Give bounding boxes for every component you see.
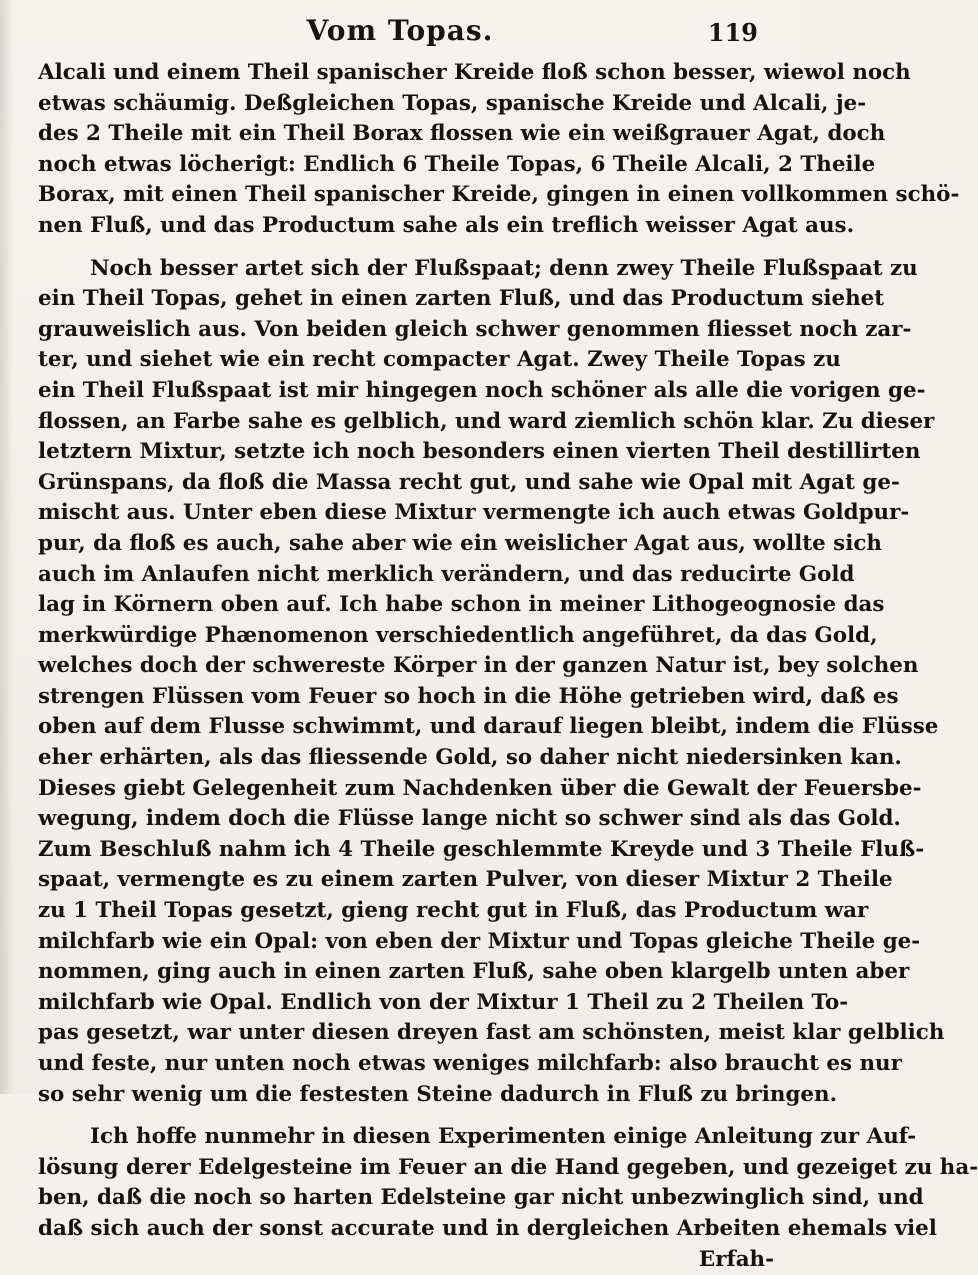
text-line: pas gesetzt, war unter diesen dreyen fast am schönsten, meist klar gelblich [38, 1020, 945, 1046]
text-line: Ich hoffe nunmehr in diesen Experimenten einige Anleitung zur Auf- [90, 1124, 917, 1150]
body-text [38, 58, 978, 1275]
text-line: Grünspans, da floß die Massa recht gut, und sahe wie Opal mit Agat ge- [38, 469, 900, 495]
text-line: ben, daß die noch so harten Edelsteine gar nicht unbezwinglich sind, und [38, 1185, 924, 1211]
page-edge-shadow [0, 0, 14, 1094]
text-line: ter, und siehet wie ein recht compacter Agat. Zwey Theile Topas zu [38, 347, 841, 373]
text-line: lösung derer Edelgesteine im Feuer an die Hand gegeben, und gezeiget zu ha- [38, 1154, 978, 1180]
text-line: daß sich auch der sonst accurate und in dergleichen Arbeiten ehemals viel [38, 1215, 937, 1241]
text-line: Zum Beschluß nahm ich 4 Theile geschlemmte Kreyde und 3 Theile Fluß- [38, 836, 925, 862]
text-line: noch etwas löcherigt: Endlich 6 Theile Topas, 6 Theile Alcali, 2 Theile [38, 151, 876, 177]
text-line: Noch besser artet sich der Flußspaat; denn zwey Theile Flußspaat zu [90, 255, 918, 281]
text-line: oben auf dem Flusse schwimmt, und darauf liegen bleibt, indem die Flüsse [38, 714, 939, 740]
catchword: Erfah- [698, 1246, 774, 1272]
text-line: milchfarb wie Opal. Endlich von der Mixtur 1 Theil zu 2 Theilen To- [38, 989, 849, 1015]
text-line: spaat, vermengte es zu einem zarten Pulver, von dieser Mixtur 2 Theile [38, 867, 893, 893]
text-line: und feste, nur unten noch etwas weniges milchfarb: also braucht es nur [38, 1051, 902, 1076]
text-line: auch im Anlaufen nicht merklich verändern, und das reducirte Gold [38, 561, 855, 587]
text-line: ein Theil Topas, gehet in einen zarten Fluß, und das Productum siehet [38, 286, 885, 312]
text-line: so sehr wenig um die festesten Steine dadurch in Fluß zu bringen. [38, 1081, 838, 1107]
text-line: letztern Mixtur, setzte ich noch besonders einen vierten Theil destillirten [38, 439, 921, 465]
text-line: eher erhärten, als das fliessende Gold, so daher nicht niedersinken kan. [38, 745, 902, 771]
text-line: mischt aus. Unter eben diese Mixtur vermengte ich auch etwas Goldpur- [38, 500, 910, 526]
text-line: nommen, ging auch in einen zarten Fluß, sahe oben klargelb unten aber [38, 959, 910, 985]
text-line: lag in Körnern oben auf. Ich habe schon in meiner Lithogeognosie das [38, 592, 885, 618]
paragraph-3 [38, 1122, 978, 1275]
text-line: nen Fluß, und das Productum sahe als ein treflich weisser Agat aus. [38, 212, 855, 238]
running-title: Vom Topas. [306, 14, 494, 47]
text-line: wegung, indem doch die Flüsse lange nicht so schwer sind als das Gold. [38, 806, 901, 832]
text-line: strengen Flüssen vom Feuer so hoch in die Höhe getrieben wird, daß es [38, 683, 899, 709]
text-line: Alcali und einem Theil spanischer Kreide floß schon besser, wiewol noch [38, 60, 911, 85]
paragraph-2 [38, 254, 945, 1111]
text-line: merkwürdige Phænomenon verschiedentlich angeführet, da das Gold, [38, 622, 878, 648]
text-line: ein Theil Flußspaat ist mir hingegen noch schöner als alle die vorigen ge- [38, 377, 926, 403]
page-number: 119 [707, 18, 758, 47]
text-line: Borax, mit einen Theil spanischer Kreide, gingen in einen vollkommen schö- [38, 182, 960, 208]
text-line: flossen, an Farbe sahe es gelblich, und ward ziemlich schön klar. Zu dieser [38, 408, 935, 434]
page-header [0, 6, 800, 52]
paragraph-1 [38, 58, 960, 242]
text-line: etwas schäumig. Deßgleichen Topas, spanische Kreide und Alcali, je- [38, 90, 867, 116]
text-line: welches doch der schwereste Körper in der ganzen Natur ist, bey solchen [38, 653, 919, 679]
text-line: des 2 Theile mit ein Theil Borax flossen wie ein weißgrauer Agat, doch [38, 121, 886, 147]
text-line: pur, da floß es auch, sahe aber wie ein weislicher Agat aus, wollte sich [38, 530, 882, 556]
text-line: Dieses giebt Gelegenheit zum Nachdenken über die Gewalt der Feuersbe- [38, 775, 922, 801]
text-line: milchfarb wie ein Opal: von eben der Mixtur und Topas gleiche Theile ge- [38, 928, 921, 954]
text-line: grauweislich aus. Von beiden gleich schwer genommen fliesset noch zar- [38, 316, 912, 342]
text-line: zu 1 Theil Topas gesetzt, gieng recht gut in Fluß, das Productum war [38, 898, 869, 924]
